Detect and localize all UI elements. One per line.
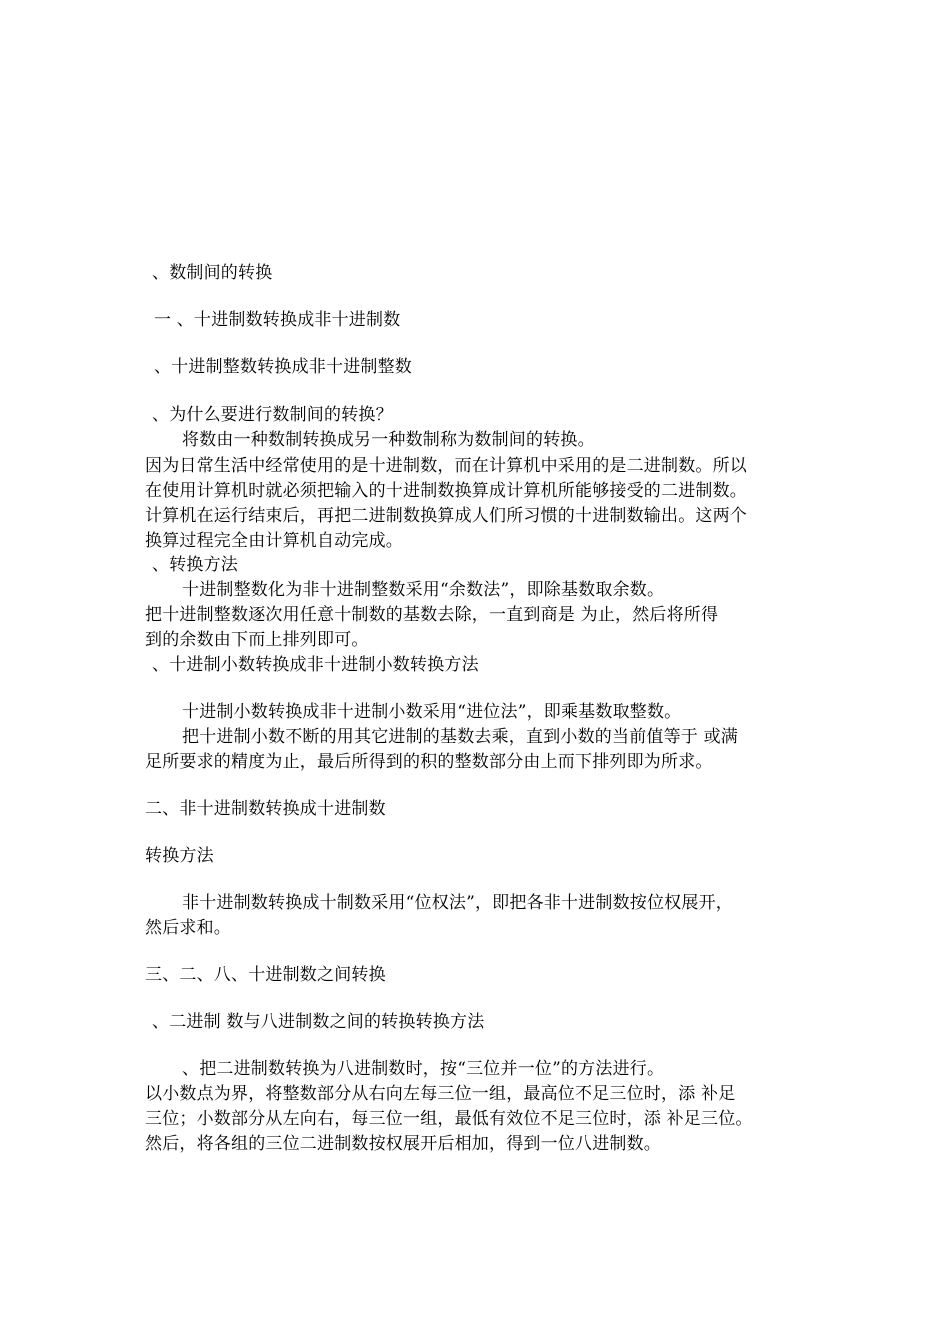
paragraph-line: 因为日常生活中经常使用的是十进制数，而在计算机中采用的是二进制数。所以: [145, 456, 747, 476]
paragraph-line: 然后求和。: [145, 918, 231, 938]
paragraph-line: 十进制整数化为非十进制整数采用“余数法”，即除基数取余数。: [182, 580, 665, 600]
paragraph-line: 计算机在运行结束后，再把二进制数换算成人们所习惯的十进制数输出。这两个: [145, 506, 747, 526]
subsection-heading: 、转换方法: [152, 555, 238, 575]
section-heading: 三、二、八、十进制数之间转换: [145, 965, 386, 985]
paragraph-line: 然后，将各组的三位二进制数按权展开后相加，得到一位八进制数。: [145, 1134, 661, 1154]
subsection-heading: 、十进制整数转换成非十进制整数: [154, 357, 412, 377]
subsection-heading: 转换方法: [145, 846, 214, 866]
subsection-heading: 、为什么要进行数制间的转换？: [152, 405, 393, 425]
subsection-heading: 、十进制小数转换成非十进制小数转换方法: [152, 655, 479, 675]
section-heading: 、数制间的转换: [152, 263, 273, 283]
paragraph-line: 换算过程完全由计算机自动完成。: [145, 531, 403, 551]
paragraph-line: 把十进制小数不断的用其它进制的基数去乘，直到小数的当前值等于 或满: [182, 727, 739, 747]
paragraph-line: 足所要求的精度为止，最后所得到的积的整数部分由上而下排列即为所求。: [145, 752, 713, 772]
paragraph-line: 到的余数由下而上排列即可。: [145, 630, 369, 650]
paragraph-line: 三位；小数部分从左向右，每三位一组，最低有效位不足三位时，添 补足三位。: [145, 1109, 753, 1129]
paragraph-line: 在使用计算机时就必须把输入的十进制数换算成计算机所能够接受的二进制数。: [145, 481, 747, 501]
section-heading: 二、非十进制数转换成十进制数: [145, 799, 386, 819]
paragraph-line: 非十进制数转换成十制数采用“位权法”，即把各非十进制数按位权展开，: [182, 893, 733, 913]
paragraph-line: 将数由一种数制转换成另一种数制称为数制间的转换。: [182, 430, 595, 450]
paragraph-line: 、把二进制数转换为八进制数时，按“三位并一位”的方法进行。: [182, 1059, 665, 1079]
paragraph-line: 把十进制整数逐次用任意十制数的基数去除，一直到商是 为止，然后将所得: [145, 605, 719, 625]
paragraph-line: 以小数点为界，将整数部分从右向左每三位一组，最高位不足三位时，添 补足: [145, 1084, 736, 1104]
paragraph-line: 十进制小数转换成非十进制小数采用“进位法”，即乘基数取整数。: [182, 702, 682, 722]
subsection-heading: 、二进制 数与八进制数之间的转换转换方法: [152, 1012, 485, 1032]
subsection-heading: 一 、十进制数转换成非十进制数: [154, 310, 401, 330]
